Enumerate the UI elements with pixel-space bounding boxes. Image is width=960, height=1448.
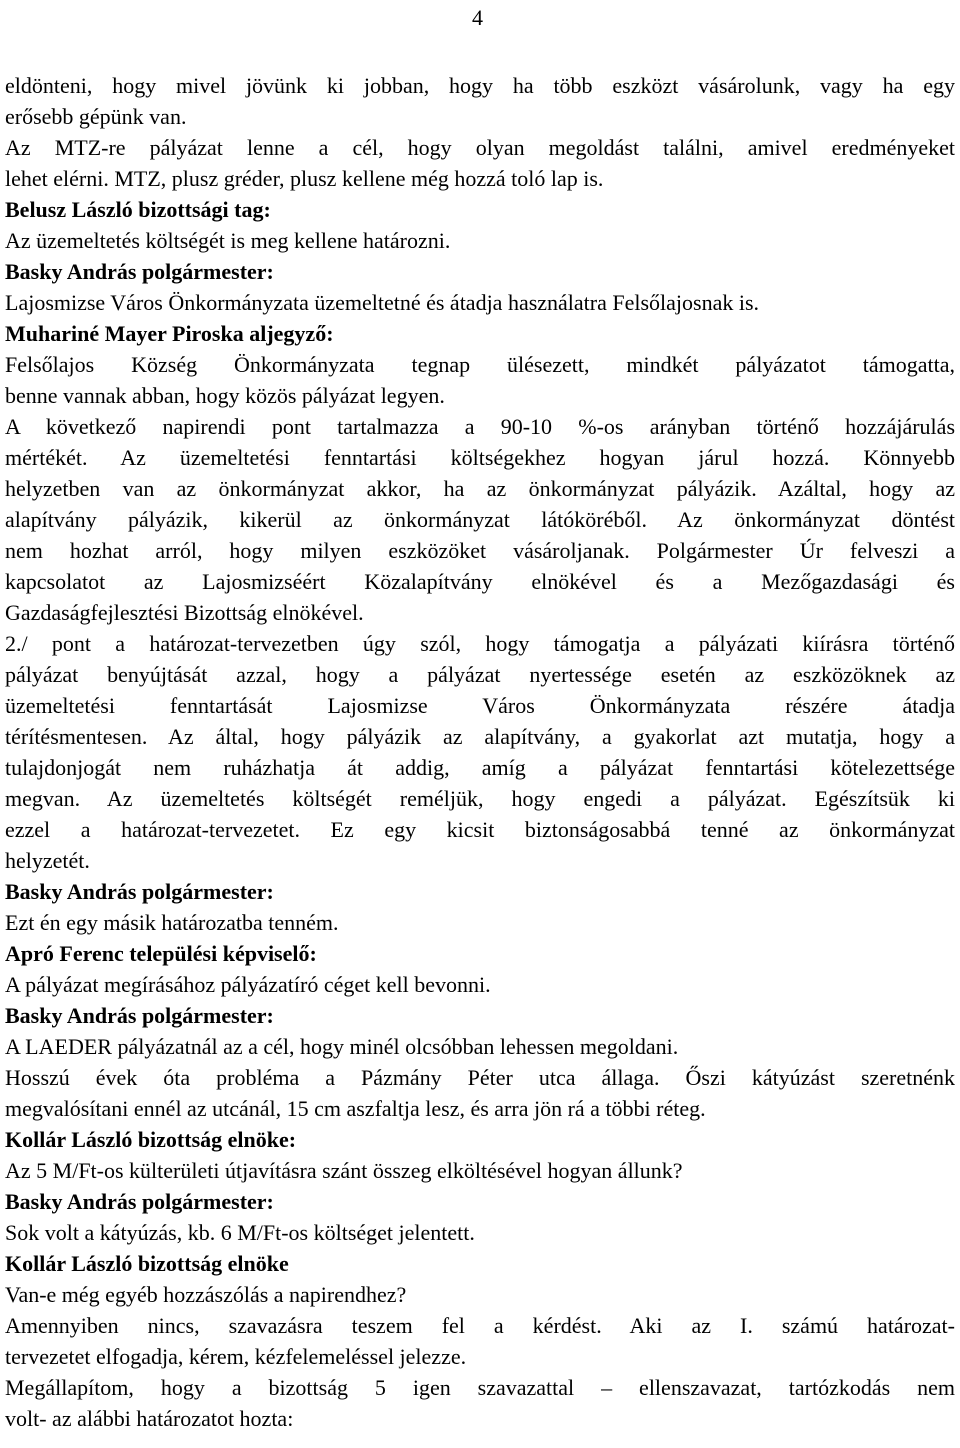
text-line: Van-e még egyéb hozzászólás a napirendhez? [5, 1282, 407, 1307]
text-line: pályázat benyújtását azzal, hogy a pályázat nyertessége esetén az eszközöknek az [5, 662, 955, 687]
speaker-heading: Belusz László bizottsági tag: [5, 197, 271, 222]
text-line: Amennyiben nincs, szavazásra teszem fel a kérdést. Aki az I. számú határozat- [5, 1313, 955, 1338]
text-line: mértékét. Az üzemeltetési fenntartási költségekhez hogyan járul hozzá. Könnyebb [5, 445, 955, 470]
speaker-heading: Muhariné Mayer Piroska aljegyző: [5, 321, 334, 346]
text-line: Az üzemeltetés költségét is meg kellene határozni. [5, 228, 451, 253]
text-line: Sok volt a kátyúzás, kb. 6 M/Ft-os költséget jelentett. [5, 1220, 475, 1245]
text-line: Felsőlajos Község Önkormányzata tegnap ülésezett, mindkét pályázatot támogatta, [5, 352, 955, 377]
text-line: helyzetben van az önkormányzat akkor, ha az önkormányzat pályázik. Azáltal, hogy az [5, 476, 955, 501]
text-line: volt- az alábbi határozatot hozta: [5, 1406, 294, 1431]
text-line: megvan. Az üzemeltetés költségét reméljük, hogy engedi a pályázat. Egészítsük ki [5, 786, 955, 811]
text-line: benne vannak abban, hogy közös pályázat legyen. [5, 383, 445, 408]
text-line: lehet elérni. MTZ, plusz gréder, plusz kellene még hozzá toló lap is. [5, 166, 604, 191]
speaker-heading: Basky András polgármester: [5, 1189, 274, 1214]
speaker-heading: Basky András polgármester: [5, 1003, 274, 1028]
speaker-heading: Kollár László bizottság elnöke: [5, 1127, 297, 1152]
speaker-heading: Kollár László bizottság elnöke [5, 1251, 289, 1276]
text-line: A LAEDER pályázatnál az a cél, hogy minél olcsóbban lehessen megoldani. [5, 1034, 679, 1059]
text-line: nem hozhat arról, hogy milyen eszközöket vásároljanak. Polgármester Úr felveszi a [5, 538, 955, 563]
text-line: Megállapítom, hogy a bizottság 5 igen szavazattal – ellenszavazat, tartózkodás nem [5, 1375, 955, 1400]
speaker-heading: Apró Ferenc települési képviselő: [5, 941, 317, 966]
text-line: Gazdaságfejlesztési Bizottság elnökével. [5, 600, 364, 625]
document-body [5, 70, 955, 1434]
text-line: Ezt én egy másik határozatba tenném. [5, 910, 339, 935]
page-number: 4 [472, 5, 483, 30]
speaker-heading: Basky András polgármester: [5, 259, 274, 284]
text-line: Az 5 M/Ft-os külterületi útjavításra szánt összeg elköltésével hogyan állunk? [5, 1158, 683, 1183]
text-line: üzemeltetési fenntartását Lajosmizse Város Önkormányzata részére átadja [5, 693, 955, 718]
text-line: alapítvány pályázik, kikerül az önkormányzat látóköréből. Az önkormányzat döntést [5, 507, 955, 532]
text-line: tulajdonjogát nem ruházhatja át addig, amíg a pályázat fenntartási kötelezettsége [5, 755, 955, 780]
speaker-heading: Basky András polgármester: [5, 879, 274, 904]
text-line: térítésmentesen. Az által, hogy pályázik az alapítvány, a gyakorlat azt mutatja, hogy a [5, 724, 955, 749]
text-line: megvalósítani ennél az utcánál, 15 cm aszfaltja lesz, és arra jön rá a többi réteg. [5, 1096, 706, 1121]
text-line: A következő napirendi pont tartalmazza a 90-10 %-os arányban történő hozzájárulás [5, 414, 955, 439]
text-line: ezzel a határozat-tervezetet. Ez egy kicsit biztonságosabbá tenné az önkormányzat [5, 817, 955, 842]
text-line: Az MTZ-re pályázat lenne a cél, hogy olyan megoldást találni, amivel eredményeket [5, 135, 955, 160]
text-line: Hosszú évek óta probléma a Pázmány Péter utca állaga. Őszi kátyúzást szeretnénk [5, 1065, 955, 1090]
text-line: 2./ pont a határozat-tervezetben úgy szól, hogy támogatja a pályázati kiírásra történő [5, 631, 955, 656]
text-line: A pályázat megírásához pályázatíró céget kell bevonni. [5, 972, 491, 997]
text-line: erősebb gépünk van. [5, 104, 187, 129]
text-line: kapcsolatot az Lajosmizséért Közalapítvány elnökével és a Mezőgazdasági és [5, 569, 955, 594]
text-line: tervezetet elfogadja, kérem, kézfelemeléssel jelezze. [5, 1344, 467, 1369]
text-line: helyzetét. [5, 848, 90, 873]
text-line: eldönteni, hogy mivel jövünk ki jobban, hogy ha több eszközt vásárolunk, vagy ha egy [5, 73, 955, 98]
text-line: Lajosmizse Város Önkormányzata üzemeltetné és átadja használatra Felsőlajosnak is. [5, 290, 760, 315]
